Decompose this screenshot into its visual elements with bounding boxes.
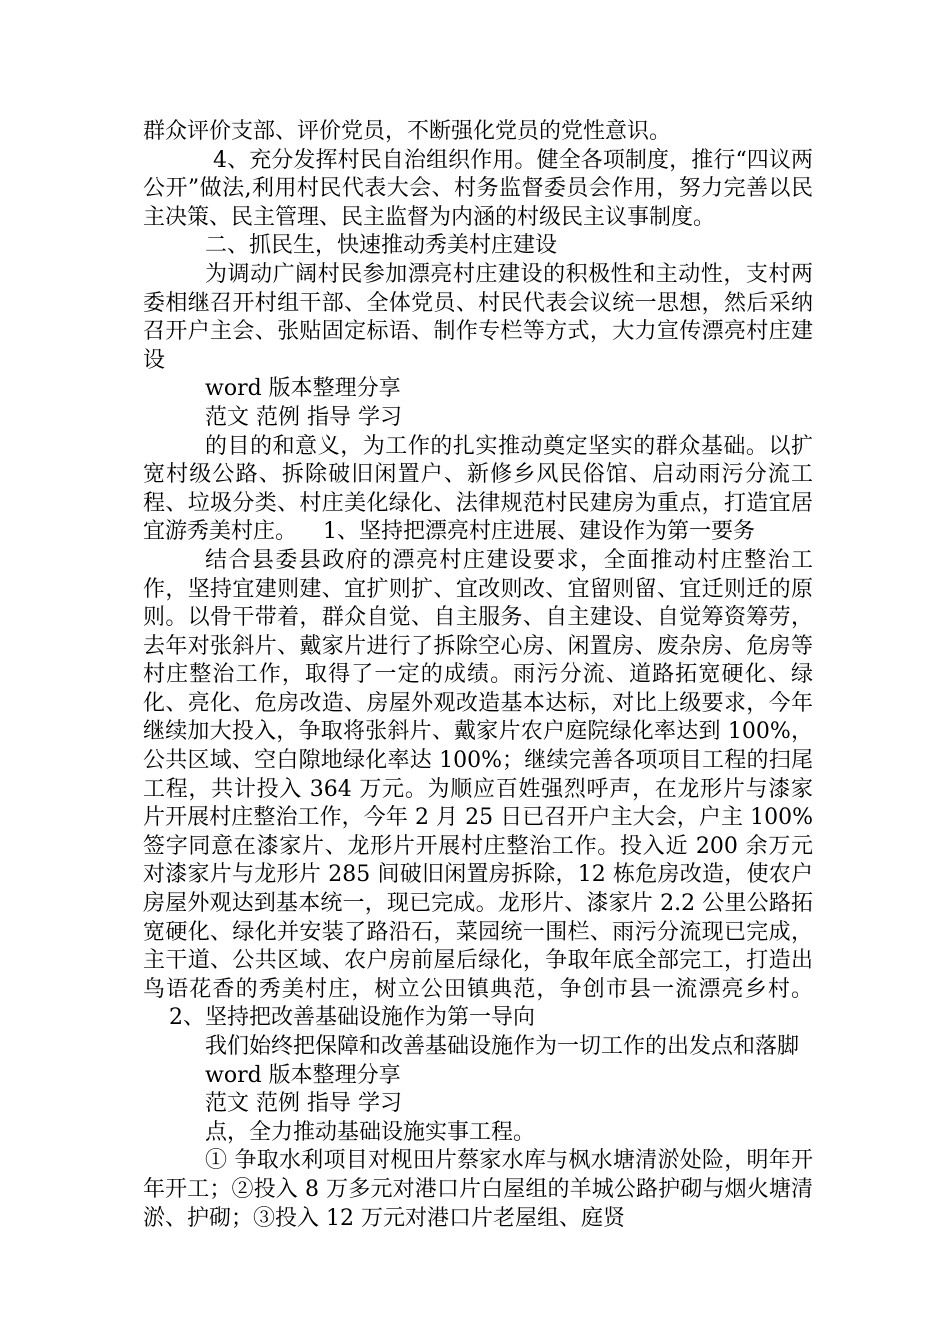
- paragraph-party-evaluation: 群众评价支部、评价党员，不断强化党员的党性意识。: [143, 119, 672, 144]
- watermark-sample-guide: 范文 范例 指导 学习: [205, 404, 402, 430]
- paragraph-infrastructure-continued: 点，全力推动基础设施实事工程。: [205, 1119, 536, 1145]
- paragraph-purpose-and-meaning: [143, 433, 813, 547]
- paragraph-water-projects: ① 争取水利项目对枧田片蔡家水库与枫水塘清淤处险，明年开年开工；②投入 8 万多元对港口片白屋组的羊城公路护砌与烟火塘清淤、护砌；③投入 12 万元对港口片老屋组、庭贤: [143, 1148, 813, 1231]
- paragraph-village-renovation: [143, 547, 813, 1033]
- section-heading-livelihood: 二、抓民生，快速推动秀美村庄建设: [205, 233, 558, 259]
- watermark-word-version: word 版本整理分享: [205, 376, 401, 402]
- paragraph-village-autonomy: 4、充分发挥村民自治组织作用。健全各项制度，推行“四议两公开”做法,利用村民代表大会、村务监督委员会作用，努力完善以民主决策、民主管理、民主监督为内涵的村级民主议事制度。: [143, 147, 813, 230]
- paragraph-purpose-text: 的目的和意义，为工作的扎实推动奠定坚实的群众基础。以扩宽村级公路、拆除破旧闲置户、新修乡风民俗馆、启动雨污分流工程、垃圾分类、村庄美化绿化、法律规范村民建房为重点，打造宜居宜游秀美村庄。: [143, 433, 813, 545]
- paragraph-infrastructure-start: 我们始终把保障和改善基础设施作为一切工作的出发点和落脚: [205, 1034, 800, 1059]
- document-body: [143, 118, 813, 1233]
- watermark-sample-guide-2: 范文 范例 指导 学习: [205, 1091, 402, 1117]
- paragraph-mobilization: 为调动广阔村民参加漂亮村庄建设的积极性和主动性，支村两委相继召开村组干部、全体党员、村民代表会议统一思想，然后采纳召开户主会、张贴固定标语、制作专栏等方式，大力宣传漂亮村庄建设: [143, 261, 813, 373]
- subheading-infrastructure: 2、坚持把改善基础设施作为第一导向: [169, 1005, 535, 1031]
- watermark-word-version-2: word 版本整理分享: [205, 1062, 401, 1088]
- paragraph-renovation-text: 结合县委县政府的漂亮村庄建设要求，全面推动村庄整治工作，坚持宜建则建、宜扩则扩、宜改则改、宜留则留、宜迁则迁的原则。以骨干带着，群众自觉、自主服务、自主建设、自觉筹资筹劳，去年对张斜片、戴家片进行了拆除空心房、闲置房、废杂房、危房等村庄整治工作，取得了一定的成绩。雨污分流、道路拓宽硬化、绿化、亮化、危房改造、房屋外观改造基本达标，对比上级要求，今年继续加大投入，争取将张斜片、戴家片农户庭院绿化率达到 100%，公共区域、空白隙地绿化率达 100%；继续完善各项项目工程的扫尾工程，共计投入 364 万元。为顺应百姓强烈呼声，在龙形片与漆家片开展村庄整治工作，今年 2 月 25 日已召开户主大会，户主 100%签字同意在漆家片、龙形片开展村庄整治工作。投入近 200 余万元对漆家片与龙形片 285 间破旧闲置房拆除，12 栋危房改造，使农户房屋外观达到基本统一，现已完成。龙形片、漆家片 2.2 公里公路拓宽硬化、绿化并安装了路沿石，菜园统一围栏、雨污分流现已完成，主干道、公共区域、农户房前屋后绿化，争取年底全部完工，打造出鸟语花香的秀美村庄，树立公田镇典范，争创市县一流漂亮乡村。: [143, 547, 813, 1002]
- subheading-first-task: 1、坚持把漂亮村庄进展、建设作为第一要务: [323, 519, 756, 545]
